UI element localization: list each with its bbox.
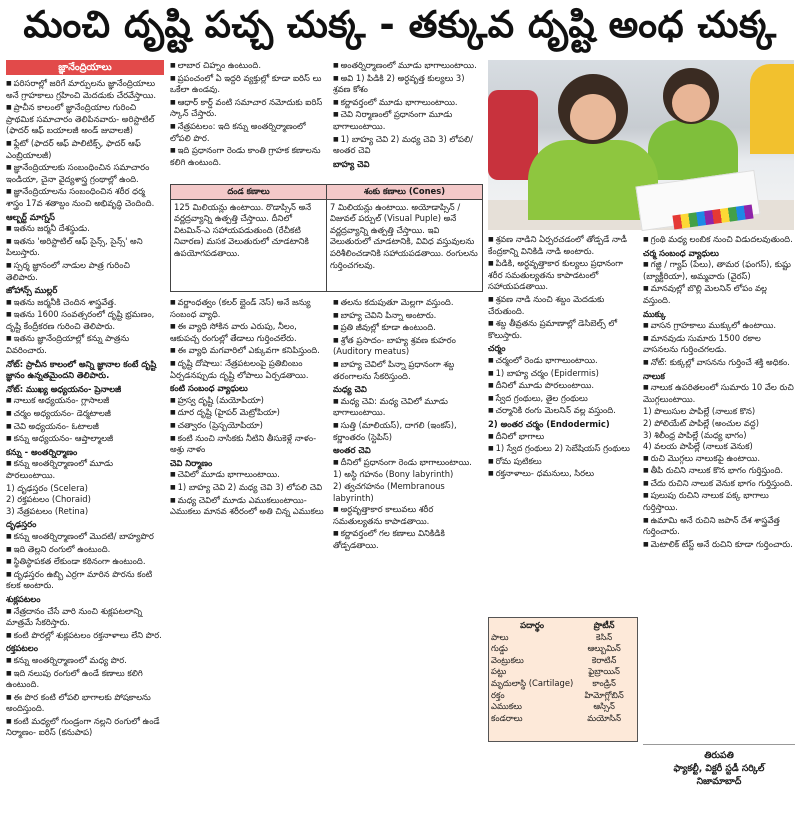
paragraph: ■ నాలుక ఉపరితలంలో సుమారు 10 వేల రుచి మొగ్గలుంటాయి.: [643, 382, 795, 405]
table-header-cell: ప్రొటీన్: [593, 620, 615, 630]
paragraph: ■ నేత్రపటలం: ఇది కన్ను అంతర్నిర్మాణంలో లోపలి పొర.: [170, 121, 328, 144]
paragraph: ■ అంతర్నిర్మాణంలో మూడు భాగాలుంటాయి.: [333, 60, 483, 72]
paragraph: ■ వర్ణాంధత్వం (కలర్ బ్లైండ్ నెస్) అనే జన్యు సంబంధ వ్యాధి.: [170, 297, 328, 320]
paragraph: ■ దీనిలో ప్రధానంగా రెండు భాగాలుంటాయి.: [333, 457, 483, 469]
child-figure: [648, 120, 738, 180]
rods-cones-table: [170, 184, 483, 292]
paragraph: ■ ఈ వ్యాధి సోకిన వారు ఎరుపు, నీలం, ఆకుపచ్చ రంగుల్లో తేడాలు గుర్తించలేరు.: [170, 321, 328, 344]
paragraph: ■ అర్ధవృత్తాకార కాలువలు శరీర సమతుల్యతను కాపాడతాయి.: [333, 504, 483, 527]
list-item: 2) పోలియేట్ పాపిల్లే (అంచుల వద్ద): [643, 417, 759, 428]
paragraph: ■ ఇతను జర్మనీకి చెందిన శాస్త్రవేత్త.: [6, 297, 164, 309]
table-column: [491, 620, 573, 739]
paragraph: ■ కంటి నుంచి నాసికకు నీటిని తీసుకెళ్లే నాళం- అశ్రు నాళం: [170, 433, 328, 456]
page-headline: మంచి దృష్టి పచ్చ చుక్క - తక్కువ దృష్టి అంధ చుక్క: [23, 3, 777, 46]
paragraph: ■ స్వేద గ్రంథులు, తైల గ్రంథులు: [488, 393, 638, 405]
table-row: [171, 200, 482, 292]
paragraph: ■ చర్మంలో రెండు భాగాలుంటాయి.: [488, 355, 638, 367]
paragraph: ■ దూర దృష్టి (హైపర్ మెట్రోపియా): [170, 407, 328, 419]
subheading: చర్మం: [488, 343, 506, 354]
column-2-top: [170, 60, 328, 182]
list-item: 3) శిలీంధ్ర పాపిల్లే (మధ్య భాగం): [643, 429, 747, 440]
table-cell: మయోసిన్: [587, 712, 622, 723]
table-header-cell: దండ కణాలు: [171, 185, 327, 199]
list-item: 1) అస్థి గహనం (Bony labyrinth): [333, 469, 454, 480]
author-role: ఫ్యాకల్టీ, విక్టరీ స్టడీ సర్కిల్: [673, 763, 765, 774]
protein-table: [488, 617, 638, 742]
paragraph: ■ లాబార చిహ్నం ఉంటుంది.: [170, 60, 328, 72]
paragraph: ■ హ్రస్వ దృష్టి (మయోపియా): [170, 395, 328, 407]
subheading: నాలుక: [643, 370, 665, 381]
table-cell: పాలు: [491, 631, 509, 642]
table-header-cell: శంకు కణాలు (Cones): [363, 186, 446, 196]
paragraph: ■ 1) బాహ్య చెవి 2) మధ్య చెవి 3) లోపలి/ అంతర చెవి: [333, 134, 483, 157]
paragraph: ■ ప్రాచీన కాలంలో జ్ఞానేంద్రియాల గురించి ప్రాథమిక సమాచారం తెలిపినవారు- అరిస్టాటిల్ (ఫాదర్ ఆఫ్ బయాలజీ అండ్ జువాలజీ): [6, 102, 164, 137]
paragraph: ■ రోమ పుటికలు: [488, 456, 638, 468]
paragraph: ■ చత్వారం (ప్రెస్బయోపియా): [170, 420, 328, 432]
table-cell: కెరాటిన్: [591, 654, 617, 665]
table-cell: ఫైబ్రాయిన్: [588, 666, 620, 677]
paragraph: ■ ఇది ప్రధానంగా రెండు కాంతి గ్రాహక కణాలను కలిగి ఉంటుంది.: [170, 145, 328, 168]
subheading: చెవి నిర్మాణం: [170, 457, 213, 468]
subheading: 2) అంతర చర్మం (Endodermic): [488, 418, 610, 429]
paragraph: ■ ఉమామి అనే రుచిని జపాన్ దేశ శాస్త్రవేత్త గుర్తించారు.: [643, 515, 795, 538]
paragraph: ■ మధ్య చెవిలో మూడు ఎముకలుంటాయి- ఎముకలు మానవ శరీరంలో అతి చిన్న ఎముకలు: [170, 495, 328, 518]
child-figure: [672, 84, 710, 122]
author-box: [643, 744, 795, 806]
paragraph: ■ 1) బాహ్య చర్మం (Epidermis): [488, 368, 638, 380]
table-cell: 125 మిలియన్లు ఉంటాయి. రొడాప్సిన్ అనే వర్ణద్రవ్యాన్ని ఉత్పత్తి చేస్తాయి. దీనిలో విటమిన్-ఎ సహాయపడుతుంది (రేచీకటి నివారణ) మసక వెలుతురులో చూడటానికి ఉపయోగపడతాయి.: [171, 200, 327, 292]
paragraph: ■ కన్ను అధ్యయనం- ఆప్తాల్మాలజీ: [6, 433, 164, 445]
paragraph: ■ కన్ను అంతర్నిర్మాణంలో మొదటి/ బాహ్యపొర: [6, 531, 164, 543]
subheading: చర్మ సంబంధ వ్యాధులు: [643, 247, 719, 258]
paragraph: ■ శ్రవణ నాడిని ఏర్పరచడంలో తోడ్పడే నాడీ కేంద్రకాన్ని వినికిడి నాడి అంటారు.: [488, 234, 638, 257]
subheading: జోహాన్స్ ముల్లర్: [6, 285, 58, 296]
subheading: బాహ్య చెవి: [333, 158, 370, 169]
column-3-top: [333, 60, 483, 182]
paragraph: ■ కంటి మధ్యలో గుండ్రంగా నల్లని రంగులో ఉండే నిర్మాణం- ఐరిస్ (కనుపాప): [6, 716, 164, 739]
table-header-cell: పదార్థం: [520, 620, 545, 630]
paragraph: ■ చర్మానికి రంగు మెలనిన్ వల్ల వస్తుంది.: [488, 405, 638, 417]
paragraph: ■ ఇతను 'అరిస్టాటిల్ ఆఫ్ సైన్స్, సైన్స్' అని పిలుస్తారు.: [6, 236, 164, 259]
table-cell: గుడ్డు: [491, 643, 508, 654]
subheading: మధ్య చెవి: [333, 384, 367, 395]
paragraph: ■ శ్రవణ నాడి నుంచి శబ్దం మెదడుకు చేరుతుంది.: [488, 294, 638, 317]
paragraph: ■ ఆధార్ కార్డ్ వంటి సమాచార నమోదుకు ఐరిస్ స్కాన్ చేస్తారు.: [170, 97, 328, 120]
table-cell: ఎముకలు: [491, 701, 522, 712]
paragraph: ■ సుత్తి (మాలియస్), దాగలి (ఇంకస్), కర్ణాంతరం (స్టెపిస్): [333, 420, 483, 443]
paragraph: ■ పులుపు రుచిని నాలుక పక్క భాగాలు గుర్తిస్తాయి.: [643, 490, 795, 513]
table-cell: కండరాలు: [491, 712, 523, 723]
paragraph: ■ స్పర్శ జ్ఞానంలో నాడుల పాత్ర గురించి తెలిపారు.: [6, 260, 164, 283]
paragraph: ■ చెవి అధ్యయనం- ఓటాలజీ: [6, 421, 164, 433]
subheading: దృఢస్తరం: [6, 519, 37, 530]
table-cell: మృదులాస్థి (Cartilage): [491, 677, 574, 688]
note: నోట్: ముఖ్య అధ్యయనం- ప్రెనాలజీ: [6, 383, 122, 394]
paragraph: ■ ఇది నలుపు రంగులో ఉండే కణాలు కలిగి ఉంటుంది.: [6, 668, 164, 691]
paragraph: ■ 1) స్వేద గ్రంథులు 2) సెబేషియస్ గ్రంథులు: [488, 443, 638, 455]
paragraph: ■ తీపి రుచిని నాలుక కొన భాగం గుర్తిస్తుంది.: [643, 465, 795, 477]
table-cell: ఆల్బుమిన్: [587, 643, 621, 654]
author-name: తిరుపతి: [704, 750, 734, 761]
list-item: 2) రక్తపటలం (Choraid): [6, 494, 91, 505]
paragraph: ■ గ్రంథి మధ్య లంబిక నుంచి విడుదలవుతుంది.: [643, 234, 795, 246]
table-cell: 7 మిలియన్లు ఉంటాయి. అయోడాప్సిన్ / విజువల్ పర్పుల్ (Visual Puple) అనే వర్ణద్రవ్యాన్ని ఉత్పత్తి చేస్తాయి. ఇవి వెలుతురులో చూడటానికి, వివిధ వస్తువులను పరిశీలించడానికి సహాయపడతాయి. రంగులను గుర్తించగలవు.: [330, 201, 478, 270]
table-cell: కాండ్రిన్: [592, 677, 616, 688]
paragraph: ■ ఇతను జ్ఞానేంద్రియాల్లో కన్ను పాత్రను వివరించారు.: [6, 333, 164, 356]
paragraph: ■ రుచి మొగ్గలు నాలుకపై ఉంటాయి.: [643, 453, 795, 465]
paragraph: ■ కన్ను అంతర్నిర్మాణంలో మధ్య పొర.: [6, 655, 164, 667]
paragraph: ■ చర్మం అధ్యయనం- డెర్మటాలజీ: [6, 408, 164, 420]
author-place: నిజామాబాద్: [696, 776, 742, 787]
paragraph: ■ బాహ్య చెవిలో పిన్నా ప్రధానంగా శబ్ద తరంగాలను సేకరిస్తుంది.: [333, 359, 483, 382]
paragraph: ■ వాసన గ్రాహకాలు ముక్కులో ఉంటాయి.: [643, 320, 795, 332]
paragraph: ■ కర్ణావర్తంలో మూడు భాగాలుంటాయి.: [333, 97, 483, 109]
paragraph: ■ జ్ఞానేంద్రియాలకు సంబంధించిన సమాచారం ఇండియా, చైనా వైద్యశాస్త్ర గ్రంథాల్లో ఉంది.: [6, 162, 164, 185]
table-cell: వెంట్రుకలు: [491, 654, 524, 665]
paragraph: ■ ప్రపంచంలో ఏ ఇద్దరి వ్యక్తుల్లో కూడా ఐరిస్ లు ఒకేలా ఉండవు.: [170, 73, 328, 96]
paragraph: ■ ఫ్లేటో (ఫాదర్ ఆఫ్ పాలిటిక్స్, ఫాదర్ ఆఫ్ ఎంబ్రియాలజీ): [6, 138, 164, 161]
paragraph: ■ ఇది తెల్లని రంగులో ఉంటుంది.: [6, 544, 164, 556]
paragraph: ■ మానవుల్లో బొల్లి మెలనిన్ లోపం వల్ల వస్తుంది.: [643, 283, 795, 306]
paragraph: ■ బాహ్య చెవిని పిన్నా అంటారు.: [333, 310, 483, 322]
paragraph: ■ తలను కదుపుతూ మెల్లగా వస్తుంది.: [333, 297, 483, 309]
paragraph: ■ శ్రోత ప్రసాదం- బాహ్య శ్రవణ కుహరం (Auditory meatus): [333, 335, 483, 358]
paragraph: ■ చెవిలో మూడు భాగాలుంటాయి.: [170, 469, 328, 481]
list-item: 1) పొలుసుల పాపిల్లే (నాలుక కొన): [643, 406, 756, 417]
section-tag: జ్ఞానేంద్రియాలు: [6, 60, 164, 75]
paragraph: ■ మానవుడు సుమారు 1500 రకాల వాసనలను గుర్తించగలడు.: [643, 333, 795, 356]
list-item: 3) నేత్రపటలం (Retina): [6, 505, 89, 516]
paragraph: ■ శబ్ద తీవ్రతను ప్రమాణాల్లో డెసిబెల్స్ లో కొలుస్తారు.: [488, 318, 638, 341]
paragraph: ■ పరిసరాల్లో జరిగే మార్పులను జ్ఞానేంద్రియాలు అనే గ్రాహకాలు గ్రహించి మెదడుకు చేరవేస్తాయి.: [6, 78, 164, 101]
list-item: 2) త్వచగహనం (Membranous labyrinth): [333, 480, 445, 503]
children-drawing-photo: [488, 60, 794, 230]
subheading: అంతర చెవి: [333, 445, 371, 456]
table-cell: రక్తం: [491, 689, 505, 700]
paragraph: ■ ఈ వ్యాధి మగవారిలో ఎక్కువగా కనిపిస్తుంది.: [170, 345, 328, 357]
subheading: కంటి సంబంధ వ్యాధులు: [170, 383, 248, 394]
subheading: ఆల్బర్ట్ మాగ్నస్: [6, 211, 55, 222]
subheading: రక్తపటలం: [6, 643, 38, 654]
paragraph: ■ నోట్: కుక్కల్లో వాసనను గుర్తించే శక్తి అధికం.: [643, 357, 795, 369]
column-3-bottom: [333, 297, 483, 805]
paragraph: ■ దీనిలో మూడు పొరలుంటాయి.: [488, 380, 638, 392]
table-cell: ఆస్సిన్: [593, 701, 615, 712]
paragraph: ■ రక్తనాళాలు- ధమనులు, సిరలు: [488, 468, 638, 480]
subheading: శుక్లపటలం: [6, 593, 41, 604]
note: నోట్: ప్రాచీన కాలంలో అన్ని జ్ఞానాల కంటే దృష్టి జ్ఞానం ఉన్నతమైందని తెలిపారు.: [6, 358, 157, 381]
list-item: 1) దృఢస్తరం (Scelera): [6, 482, 88, 493]
paragraph: ■ ఈ పొర కంటి లోపలి భాగాలకు పోషకాలను అందిస్తుంది.: [6, 692, 164, 715]
paragraph: ■ మెటాలిక్ టేస్ట్ అనే రుచిని కూడా గుర్తించారు.: [643, 539, 795, 551]
column-2-bottom: [170, 297, 328, 805]
paragraph: ■ జ్ఞానేంద్రియాలను సంబంధించిన శరీర ధర్మ శాస్త్రం 17వ శతాబ్దం నుంచి అభివృద్ధి చెందింది.: [6, 186, 164, 209]
paragraph: ■ గజ్జి / గ్యాప్ (పేలు), తామర (ఫంగస్), కుష్టు (బ్యాక్టీరియా), అమ్మవారు (వైరస్): [643, 259, 795, 282]
paragraph: ■ స్థితిస్థాపకత లేకుండా కఠినంగా ఉంటుంది.: [6, 556, 164, 568]
table-cell: పట్టు: [491, 666, 507, 677]
paragraph: ■ నేత్రదానం చేసే వారి నుంచి శుక్లపటలాన్ని మాత్రమే సేకరిస్తారు.: [6, 606, 164, 629]
subheading: ముక్కు: [643, 308, 666, 319]
child-figure: [570, 94, 616, 140]
table-cell: హిమోగ్లోబిన్: [584, 689, 624, 700]
paragraph: ■ దృఢస్తరం ఉబ్బి ఎర్రగా మారిన పొరను కంటి కలక అంటారు.: [6, 569, 164, 592]
child-figure: [750, 64, 794, 154]
paragraph: ■ దృష్టి దోషాలు: నేత్రపటలంపై ప్రతిబింబం ఏర్పడనప్పుడు దృష్టి లోపాలు ఏర్పడతాయి.: [170, 358, 328, 381]
paragraph: ■ చేదు రుచిని నాలుక వెనుక భాగం గుర్తిస్తుంది.: [643, 478, 795, 490]
paragraph: ■ ప్రతి జీవుల్లో కూడా ఉంటుంది.: [333, 322, 483, 334]
column-1: [6, 60, 164, 805]
column-5: [643, 234, 795, 805]
subheading: కన్ను - అంతర్నిర్మాణం: [6, 446, 78, 457]
paragraph: ■ దీనిలో భాగాలు: [488, 431, 638, 443]
paragraph: ■ అవి 1) పిడికి 2) అర్ధవృత్త కుల్యలు 3) శ్రవణ కోశం: [333, 73, 483, 96]
paragraph: ■ కర్ణావర్తంలో గల కణాలు వినికిడికి తోడ్పడతాయి.: [333, 528, 483, 551]
table-column: [573, 620, 635, 739]
paragraph: ■ 1) బాహ్య చెవి 2) మధ్య చెవి 3) లోపలి చెవి: [170, 482, 328, 494]
table-cell: కెసిన్: [596, 631, 613, 642]
paragraph: ■ కన్ను అంతర్నిర్మాణంలో మూడు పొరలుంటాయి.: [6, 458, 164, 481]
paragraph: ■ ఇతను జర్మనీ దేశస్థుడు.: [6, 223, 164, 235]
table-header: [171, 185, 482, 200]
paragraph: ■ మధ్య చెవి: మధ్య చెవిలో మూడు భాగాలుంటాయి.: [333, 396, 483, 419]
paragraph: ■ ఇతను 1600 సంవత్సరంలో దృష్టి భ్రమణం, దృష్టి కేంద్రీకరణ గురించి తెలిపారు.: [6, 309, 164, 332]
paragraph: ■ కంటి పొరల్లో శుక్లపటలం రక్తనాళాలు లేని పొర.: [6, 630, 164, 642]
list-item: 4) వలయ పాపిల్లే (నాలుక వెనుక): [643, 441, 753, 452]
paragraph: ■ చెవి నిర్మాణంలో ప్రధానంగా మూడు భాగాలుంటాయి.: [333, 109, 483, 132]
paragraph: ■ పిడికి, అర్ధవృత్తాకార కుల్యలు ప్రధానంగా శరీర సమతుల్యతను కాపాడటంలో సహాయపడతాయి.: [488, 258, 638, 293]
paragraph: ■ నాలుక అధ్యయనం- గ్లాసాలజీ: [6, 395, 164, 407]
